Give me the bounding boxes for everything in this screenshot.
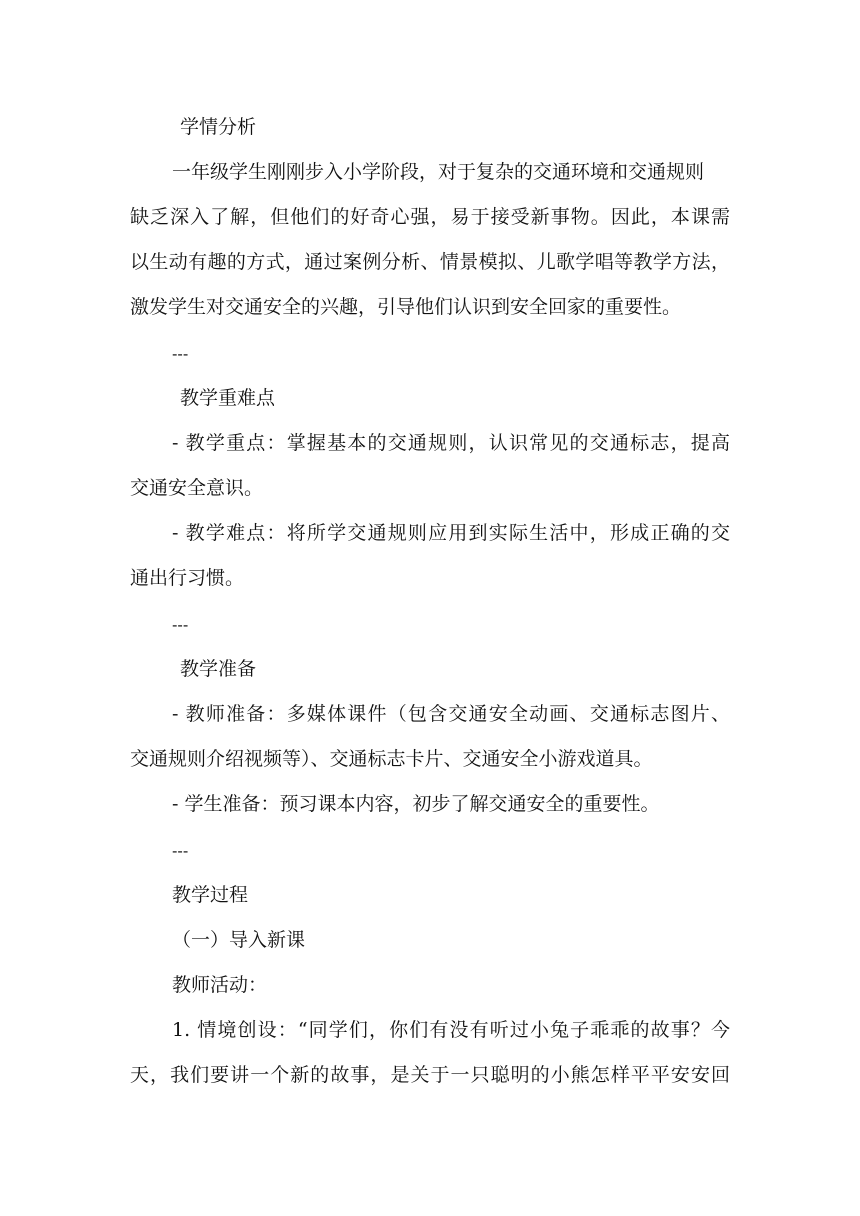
heading-key-difficult-points: 教学重难点 [180,387,276,409]
keypoint-item-1-line-1: - 教学重点：掌握基本的交通规则，认识常见的交通标志，提高 [172,432,730,454]
process-item-1-line-2: 天，我们要讲一个新的故事，是关于一只聪明的小熊怎样平平安安回 [130,1064,730,1086]
analysis-line-4: 激发学生对交通安全的兴趣，引导他们认识到安全回家的重要性。 [130,296,682,318]
keypoint-item-2-line-2: 通出行习惯。 [130,567,245,589]
heading-teaching-preparation: 教学准备 [180,658,257,680]
prep-item-1-line-2: 交通规则介绍视频等）、交通标志卡片、交通安全小游戏道具。 [130,748,653,770]
keypoint-item-2-line-1: - 教学难点：将所学交通规则应用到实际生活中，形成正确的交 [172,522,730,544]
keypoint-item-1-line-2: 交通安全意识。 [130,477,264,499]
separator-1: --- [172,345,189,363]
heading-teaching-process: 教学过程 [172,884,249,906]
analysis-line-1: 一年级学生刚刚步入小学阶段，对于复杂的交通环境和交通规则 [172,161,705,183]
prep-item-1-line-1: - 教师准备：多媒体课件（包含交通安全动画、交通标志图片、 [172,703,730,725]
separator-2: --- [172,616,189,634]
process-item-1-line-1: 1. 情境创设：“同学们，你们有没有听过小兔子乖乖的故事？今 [172,1019,730,1041]
prep-item-2-line-1: - 学生准备：预习课本内容，初步了解交通安全的重要性。 [172,793,660,815]
heading-student-analysis: 学情分析 [180,116,257,138]
teacher-activity-label: 教师活动： [172,974,268,996]
analysis-line-2: 缺乏深入了解，但他们的好奇心强，易于接受新事物。因此，本课需 [130,206,730,228]
subheading-intro: （一）导入新课 [172,929,306,951]
analysis-line-3: 以生动有趣的方式，通过案例分析、情景模拟、儿歌学唱等教学方法， [130,251,730,273]
separator-3: --- [172,842,189,860]
